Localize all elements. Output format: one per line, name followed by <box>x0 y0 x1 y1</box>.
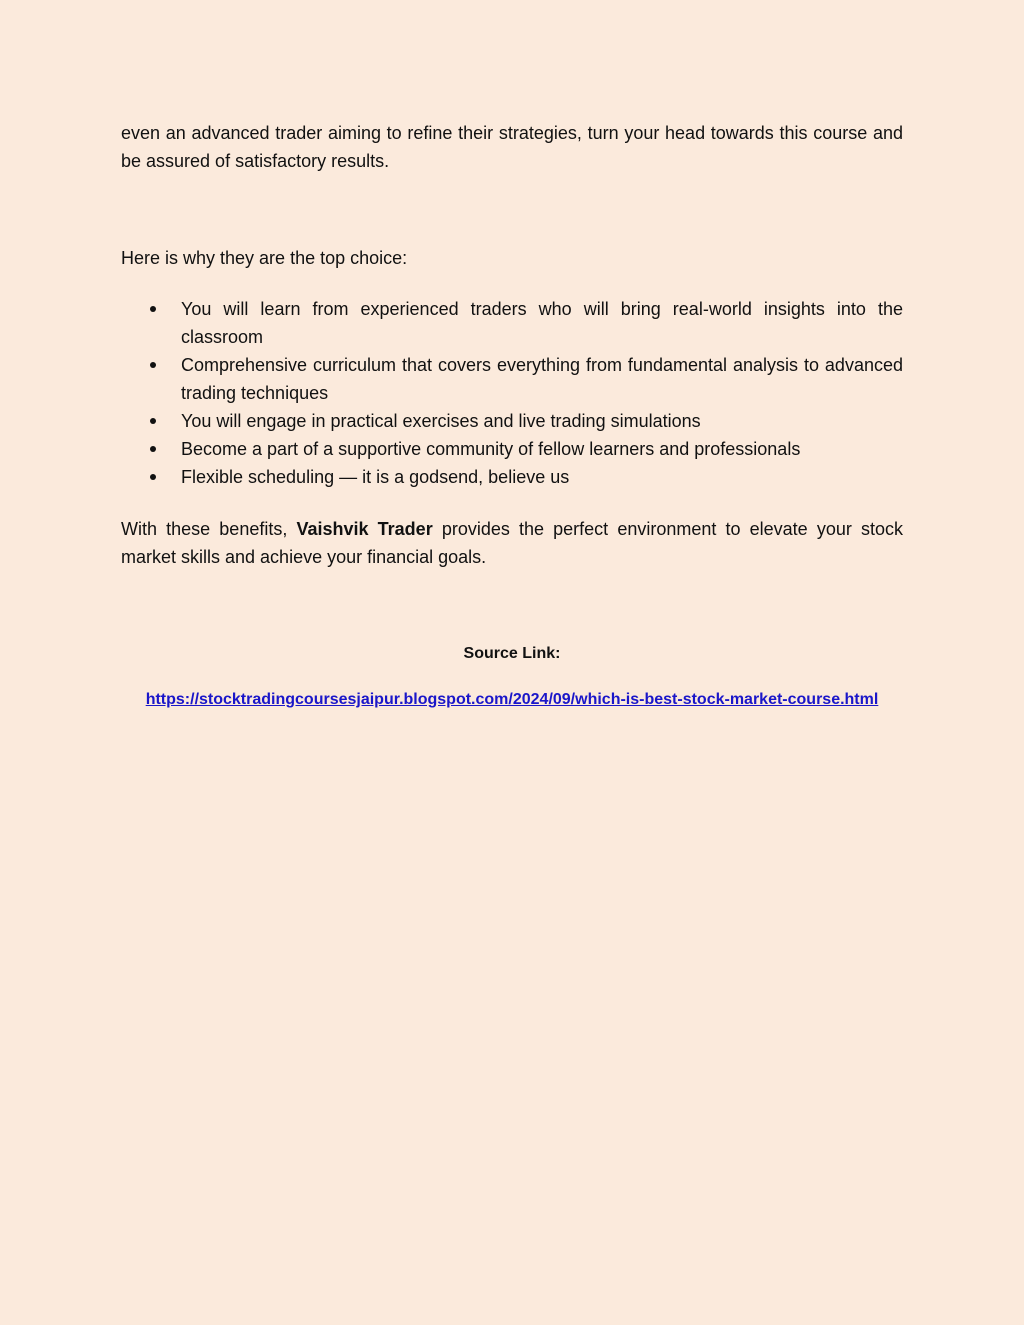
source-label: Source Link: <box>463 645 561 662</box>
list-item-text: Flexible scheduling — it is a godsend, believe us <box>181 467 570 487</box>
closing-suffix: provides the perfect environment to elevate your stock market skills and achieve your financial goals. <box>121 519 903 567</box>
bullet-icon <box>150 362 156 368</box>
brand-name: Vaishvik Trader <box>296 519 433 539</box>
why-heading: Here is why they are the top choice: <box>121 248 408 268</box>
list-item <box>121 463 903 491</box>
list-item-text: Comprehensive curriculum that covers everything from fundamental analysis to advanced trading techniques <box>181 355 903 403</box>
list-item-text: You will learn from experienced traders who will bring real-world insights into the classroom <box>181 299 903 347</box>
bullet-icon <box>150 306 156 312</box>
list-item <box>121 295 903 351</box>
list-item <box>121 407 903 435</box>
document-body <box>121 119 903 571</box>
closing-prefix: With these benefits, <box>121 519 297 539</box>
list-item <box>121 351 903 407</box>
list-item-text: You will engage in practical exercises and live trading simulations <box>181 411 701 431</box>
bullet-icon <box>150 446 156 452</box>
intro-paragraph: even an advanced trader aiming to refine their strategies, turn your head towards this course and be assured of satisfactory results. <box>121 123 903 171</box>
source-link[interactable]: https://stocktradingcoursesjaipur.blogspot.com/2024/09/which-is-best-stock-market-course.html <box>145 691 879 708</box>
source-link-container <box>0 689 1024 711</box>
benefits-list <box>121 295 903 491</box>
closing-paragraph <box>121 515 903 571</box>
list-item <box>121 435 903 463</box>
bullet-icon <box>150 418 156 424</box>
bullet-icon <box>150 474 156 480</box>
list-item-text: Become a part of a supportive community of fellow learners and professionals <box>181 439 801 459</box>
